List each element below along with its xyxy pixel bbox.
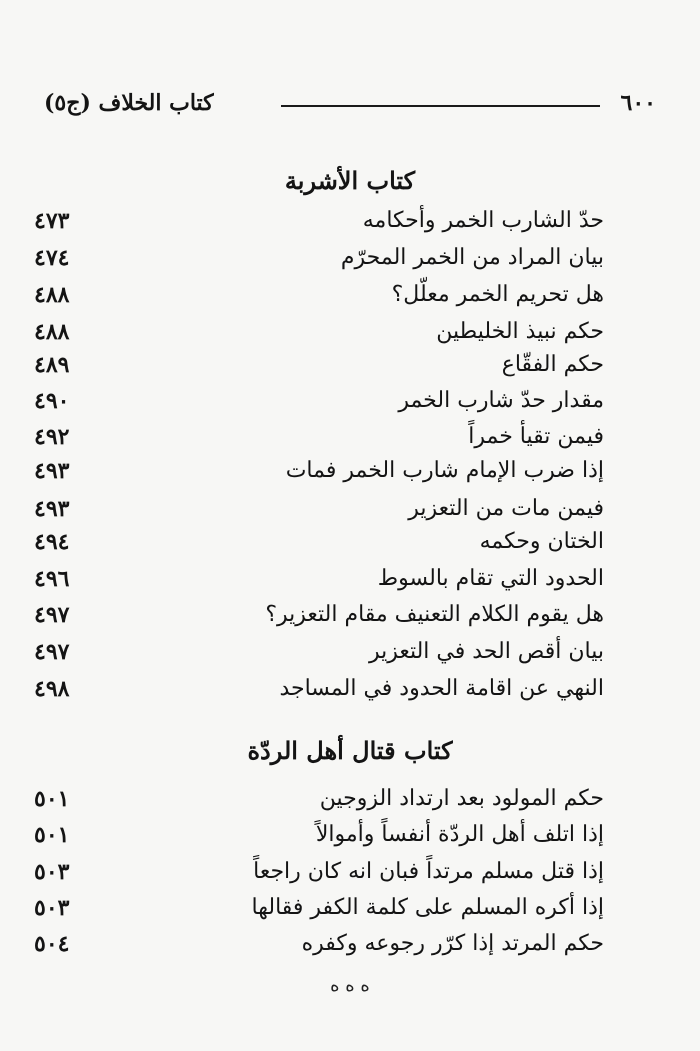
- toc-entry: [34, 600, 604, 630]
- entry-title: حكم المولود بعد ارتداد الزوجين: [319, 786, 604, 811]
- entry-title: النهي عن اقامة الحدود في المساجد: [279, 676, 604, 701]
- entry-page-number: ٤٧٤: [34, 245, 70, 271]
- entry-title: مقدار حدّ شارب الخمر: [398, 388, 604, 413]
- entry-title: بيان أقص الحد في التعزير: [368, 639, 604, 664]
- entry-title: حكم الفقّاع: [501, 352, 604, 377]
- toc-entry: [34, 857, 604, 887]
- entry-page-number: ٥٠٣: [34, 859, 70, 885]
- entry-page-number: ٤٩٦: [34, 566, 70, 592]
- entry-page-number: ٤٩٢: [34, 424, 70, 450]
- entry-title: هل تحريم الخمر معلّل؟: [391, 282, 604, 307]
- toc-entry: [34, 350, 604, 380]
- toc-entry: [34, 637, 604, 667]
- toc-entry: [34, 564, 604, 594]
- entry-page-number: ٤٩٣: [34, 458, 70, 484]
- entry-title: الحدود التي تقام بالسوط: [377, 566, 604, 591]
- section-title-apostates: كتاب قتال أهل الردّة: [247, 736, 453, 765]
- toc-entry: [34, 317, 604, 347]
- toc-entry: [34, 820, 604, 850]
- page-header: [36, 90, 664, 118]
- entry-page-number: ٥٠١: [34, 786, 70, 812]
- entry-page-number: ٤٩٣: [34, 496, 70, 522]
- entry-title: إذا أكره المسلم على كلمة الكفر فقالها: [251, 895, 604, 920]
- header-rule: [281, 105, 600, 107]
- entry-page-number: ٤٩٤: [34, 529, 70, 555]
- page-number: ٦٠٠: [620, 90, 656, 116]
- entry-title: إذا قتل مسلم مرتداً فبان انه كان راجعاً: [253, 859, 604, 884]
- entry-page-number: ٥٠٣: [34, 895, 70, 921]
- entry-title: إذا ضرب الإمام شارب الخمر فمات: [285, 458, 604, 483]
- toc-entry: [34, 206, 604, 236]
- entry-title: بيان المراد من الخمر المحرّم: [340, 245, 604, 270]
- toc-entry: [34, 456, 604, 486]
- toc-entry: [34, 494, 604, 524]
- entry-title: حكم المرتد إذا كرّر رجوعه وكفره: [301, 931, 604, 956]
- entry-title: فيمن مات من التعزير: [408, 496, 604, 521]
- entry-title: حدّ الشارب الخمر وأحكامه: [362, 208, 604, 233]
- toc-entry: [34, 243, 604, 273]
- entry-title: فيمن تقيأ خمراً: [468, 424, 604, 449]
- toc-entry: [34, 527, 604, 557]
- entry-page-number: ٤٩٠: [34, 388, 70, 414]
- toc-entry: [34, 784, 604, 814]
- entry-page-number: ٤٩٨: [34, 676, 70, 702]
- entry-page-number: ٤٨٨: [34, 319, 70, 345]
- running-title: كتاب الخلاف (ج٥): [44, 90, 214, 116]
- entry-page-number: ٥٠٤: [34, 931, 70, 957]
- toc-entry: [34, 422, 604, 452]
- section-title-drinks: كتاب الأشربة: [284, 166, 416, 195]
- entry-page-number: ٤٨٩: [34, 352, 70, 378]
- toc-entry: [34, 929, 604, 959]
- entry-page-number: ٤٩٧: [34, 602, 70, 628]
- entry-page-number: ٤٩٧: [34, 639, 70, 665]
- toc-entry: [34, 893, 604, 923]
- toc-entry: [34, 280, 604, 310]
- entry-title: حكم نبيذ الخليطين: [436, 319, 604, 344]
- entry-title: إذا اتلف أهل الردّة أنفساً وأموالاً: [315, 822, 604, 847]
- entry-page-number: ٤٨٨: [34, 282, 70, 308]
- entry-title: هل يقوم الكلام التعنيف مقام التعزير؟: [265, 602, 604, 627]
- entry-title: الختان وحكمه: [479, 529, 604, 554]
- end-ornament: ﻩ ﻩ ﻩ: [330, 975, 370, 996]
- toc-entry: [34, 386, 604, 416]
- entry-page-number: ٥٠١: [34, 822, 70, 848]
- entry-page-number: ٤٧٣: [34, 208, 70, 234]
- toc-entry: [34, 674, 604, 704]
